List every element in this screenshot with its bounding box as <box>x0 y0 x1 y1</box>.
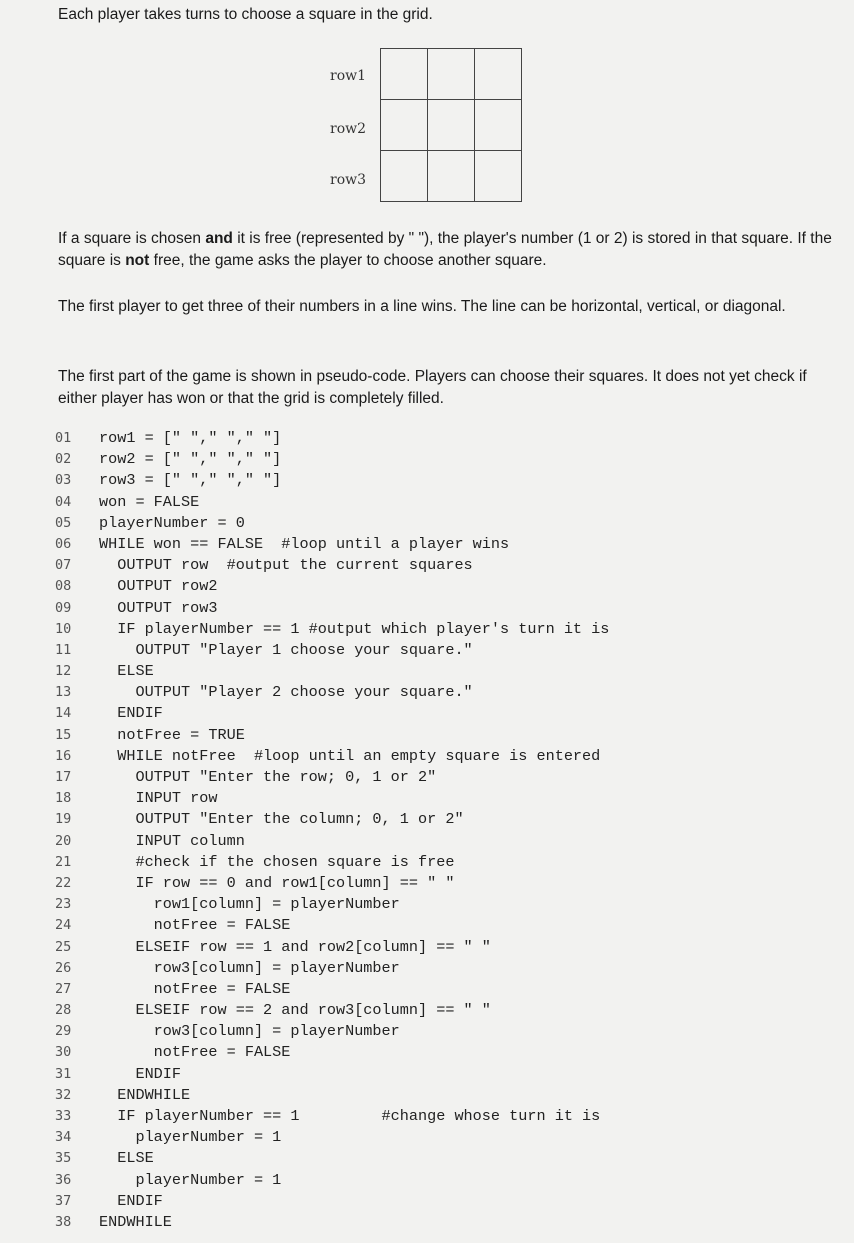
code-text: IF row == 0 and row1[column] == " " <box>99 873 455 892</box>
para1-part2: it is free (represented by " "), the player's number (1 or 2) is stored in that square. If the square is <box>58 230 832 269</box>
code-text: notFree = FALSE <box>99 1043 291 1062</box>
code-line <box>55 937 609 958</box>
code-line <box>55 470 609 491</box>
code-line <box>55 767 609 788</box>
code-line <box>55 915 609 936</box>
line-number: 17 <box>55 769 72 785</box>
line-number: 37 <box>55 1192 72 1209</box>
line-number: 32 <box>55 1086 72 1103</box>
code-text: OUTPUT row2 <box>99 577 218 596</box>
code-line <box>55 852 609 873</box>
code-line <box>55 640 609 661</box>
code-text: row3 = [" "," "," "] <box>99 471 282 490</box>
code-line <box>55 492 609 513</box>
code-text: INPUT column <box>99 831 245 850</box>
code-text: notFree = TRUE <box>99 725 245 744</box>
code-line <box>55 534 609 555</box>
code-text: #check if the chosen square is free <box>99 852 455 871</box>
code-line <box>55 1021 609 1042</box>
intro-text: Each player takes turns to choose a square in the grid. <box>58 6 433 23</box>
code-text: row3[column] = playerNumber <box>99 1022 400 1041</box>
code-line <box>55 1085 609 1106</box>
code-text: playerNumber = 1 <box>99 1128 282 1147</box>
line-number: 09 <box>55 599 72 616</box>
code-text: ELSEIF row == 1 and row2[column] == " " <box>99 937 491 956</box>
code-line <box>55 682 609 703</box>
line-number: 10 <box>55 620 72 637</box>
code-text: ENDIF <box>99 704 163 723</box>
line-number: 02 <box>55 451 72 468</box>
line-number: 13 <box>55 684 72 701</box>
line-number: 01 <box>55 430 72 446</box>
code-text: OUTPUT "Player 1 choose your square." <box>99 640 473 659</box>
code-text: ELSE <box>99 1149 154 1168</box>
code-text: row2 = [" "," "," "] <box>99 450 282 469</box>
line-number: 12 <box>55 663 72 680</box>
grid-cell <box>475 100 522 151</box>
para1-part3: free, the game asks the player to choose another square. <box>153 252 547 269</box>
line-number: 33 <box>55 1108 72 1124</box>
line-number: 16 <box>55 747 72 764</box>
line-number: 20 <box>55 832 72 849</box>
para1-part1: If a square is chosen <box>58 230 202 247</box>
line-number: 30 <box>55 1044 72 1061</box>
code-line <box>55 979 609 1000</box>
code-line <box>55 831 609 852</box>
line-number: 24 <box>55 917 72 934</box>
code-line <box>55 555 609 576</box>
code-text: notFree = FALSE <box>99 916 291 935</box>
pseudocode-listing <box>55 428 609 1233</box>
line-number: 15 <box>55 726 72 743</box>
code-line <box>55 1064 609 1085</box>
grid-cell <box>428 49 475 100</box>
code-line <box>55 746 609 767</box>
code-text: ELSEIF row == 2 and row3[column] == " " <box>99 1001 491 1020</box>
grid-cell <box>381 100 428 151</box>
grid-cell <box>381 49 428 100</box>
code-line <box>55 873 609 894</box>
code-text: row1[column] = playerNumber <box>99 895 400 914</box>
code-line <box>55 1148 609 1169</box>
row-label-3: row3 <box>330 172 367 188</box>
code-line <box>55 1212 609 1233</box>
code-text: ENDIF <box>99 1064 182 1083</box>
grid-cell <box>381 151 428 202</box>
line-number: 23 <box>55 896 72 913</box>
code-line <box>55 894 609 915</box>
line-number: 11 <box>55 641 72 658</box>
code-text: IF playerNumber == 1 #output which player's turn it is <box>99 619 610 638</box>
line-number: 22 <box>55 874 72 891</box>
code-text: WHILE notFree #loop until an empty square is entered <box>99 746 601 765</box>
pseudocode-intro-paragraph: The first part of the game is shown in pseudo-code. Players can choose their squares. It does not yet check if either player has won or that the grid is completely filled. <box>58 368 807 407</box>
code-text: INPUT row <box>99 789 218 808</box>
code-line <box>55 428 609 449</box>
para1-not: not <box>125 252 150 269</box>
code-text: OUTPUT "Enter the row; 0, 1 or 2" <box>99 768 437 786</box>
code-line <box>55 576 609 597</box>
line-number: 05 <box>55 514 72 531</box>
code-text: playerNumber = 0 <box>99 513 245 532</box>
code-line <box>55 1106 609 1127</box>
line-number: 07 <box>55 557 72 574</box>
code-text: OUTPUT "Player 2 choose your square." <box>99 683 473 702</box>
grid-cell <box>428 100 475 151</box>
win-paragraph: The first player to get three of their numbers in a line wins. The line can be horizontal, vertical, or diagonal. <box>58 298 786 315</box>
code-line <box>55 1127 609 1148</box>
tic-tac-toe-grid <box>380 48 522 202</box>
code-line <box>55 788 609 809</box>
code-line <box>55 1042 609 1063</box>
code-text: OUTPUT "Enter the column; 0, 1 or 2" <box>99 810 464 829</box>
line-number: 35 <box>55 1150 72 1167</box>
line-number: 34 <box>55 1129 72 1146</box>
line-number: 36 <box>55 1171 72 1188</box>
code-text: IF playerNumber == 1 #change whose turn it is <box>99 1107 601 1125</box>
code-line <box>55 598 609 619</box>
code-text: ELSE <box>99 662 154 681</box>
row-label-2: row2 <box>330 121 367 137</box>
line-number: 03 <box>55 472 72 489</box>
line-number: 29 <box>55 1023 72 1040</box>
line-number: 18 <box>55 790 72 807</box>
code-line <box>55 809 609 830</box>
line-number: 08 <box>55 578 72 595</box>
code-line <box>55 513 609 534</box>
line-number: 28 <box>55 1002 72 1019</box>
line-number: 38 <box>55 1213 72 1230</box>
line-number: 25 <box>55 938 72 955</box>
para1-and: and <box>205 230 233 247</box>
grid-cell <box>475 49 522 100</box>
code-line <box>55 958 609 979</box>
code-text: WHILE won == FALSE #loop until a player wins <box>99 534 510 553</box>
code-text: row1 = [" "," "," "] <box>99 429 282 447</box>
grid-cell <box>428 151 475 202</box>
line-number: 27 <box>55 980 72 997</box>
code-line <box>55 619 609 640</box>
line-number: 06 <box>55 535 72 552</box>
line-number: 21 <box>55 853 72 870</box>
code-line <box>55 1170 609 1191</box>
line-number: 14 <box>55 705 72 722</box>
code-text: ENDWHILE <box>99 1212 172 1231</box>
line-number: 19 <box>55 811 72 828</box>
line-number: 04 <box>55 493 72 510</box>
line-number: 31 <box>55 1065 72 1082</box>
row-label-1: row1 <box>330 68 367 84</box>
code-text: ENDWHILE <box>99 1085 191 1104</box>
code-text: OUTPUT row #output the current squares <box>99 556 473 575</box>
code-text: ENDIF <box>99 1191 163 1210</box>
line-number: 26 <box>55 959 72 976</box>
code-text: OUTPUT row3 <box>99 598 218 617</box>
code-line <box>55 1000 609 1021</box>
code-text: won = FALSE <box>99 492 200 511</box>
code-line <box>55 725 609 746</box>
code-text: notFree = FALSE <box>99 979 291 998</box>
code-line <box>55 661 609 682</box>
code-text: playerNumber = 1 <box>99 1170 282 1189</box>
code-line <box>55 703 609 724</box>
rules-paragraph <box>58 228 848 272</box>
code-line <box>55 1191 609 1212</box>
code-line <box>55 449 609 470</box>
grid-cell <box>475 151 522 202</box>
code-text: row3[column] = playerNumber <box>99 958 400 977</box>
